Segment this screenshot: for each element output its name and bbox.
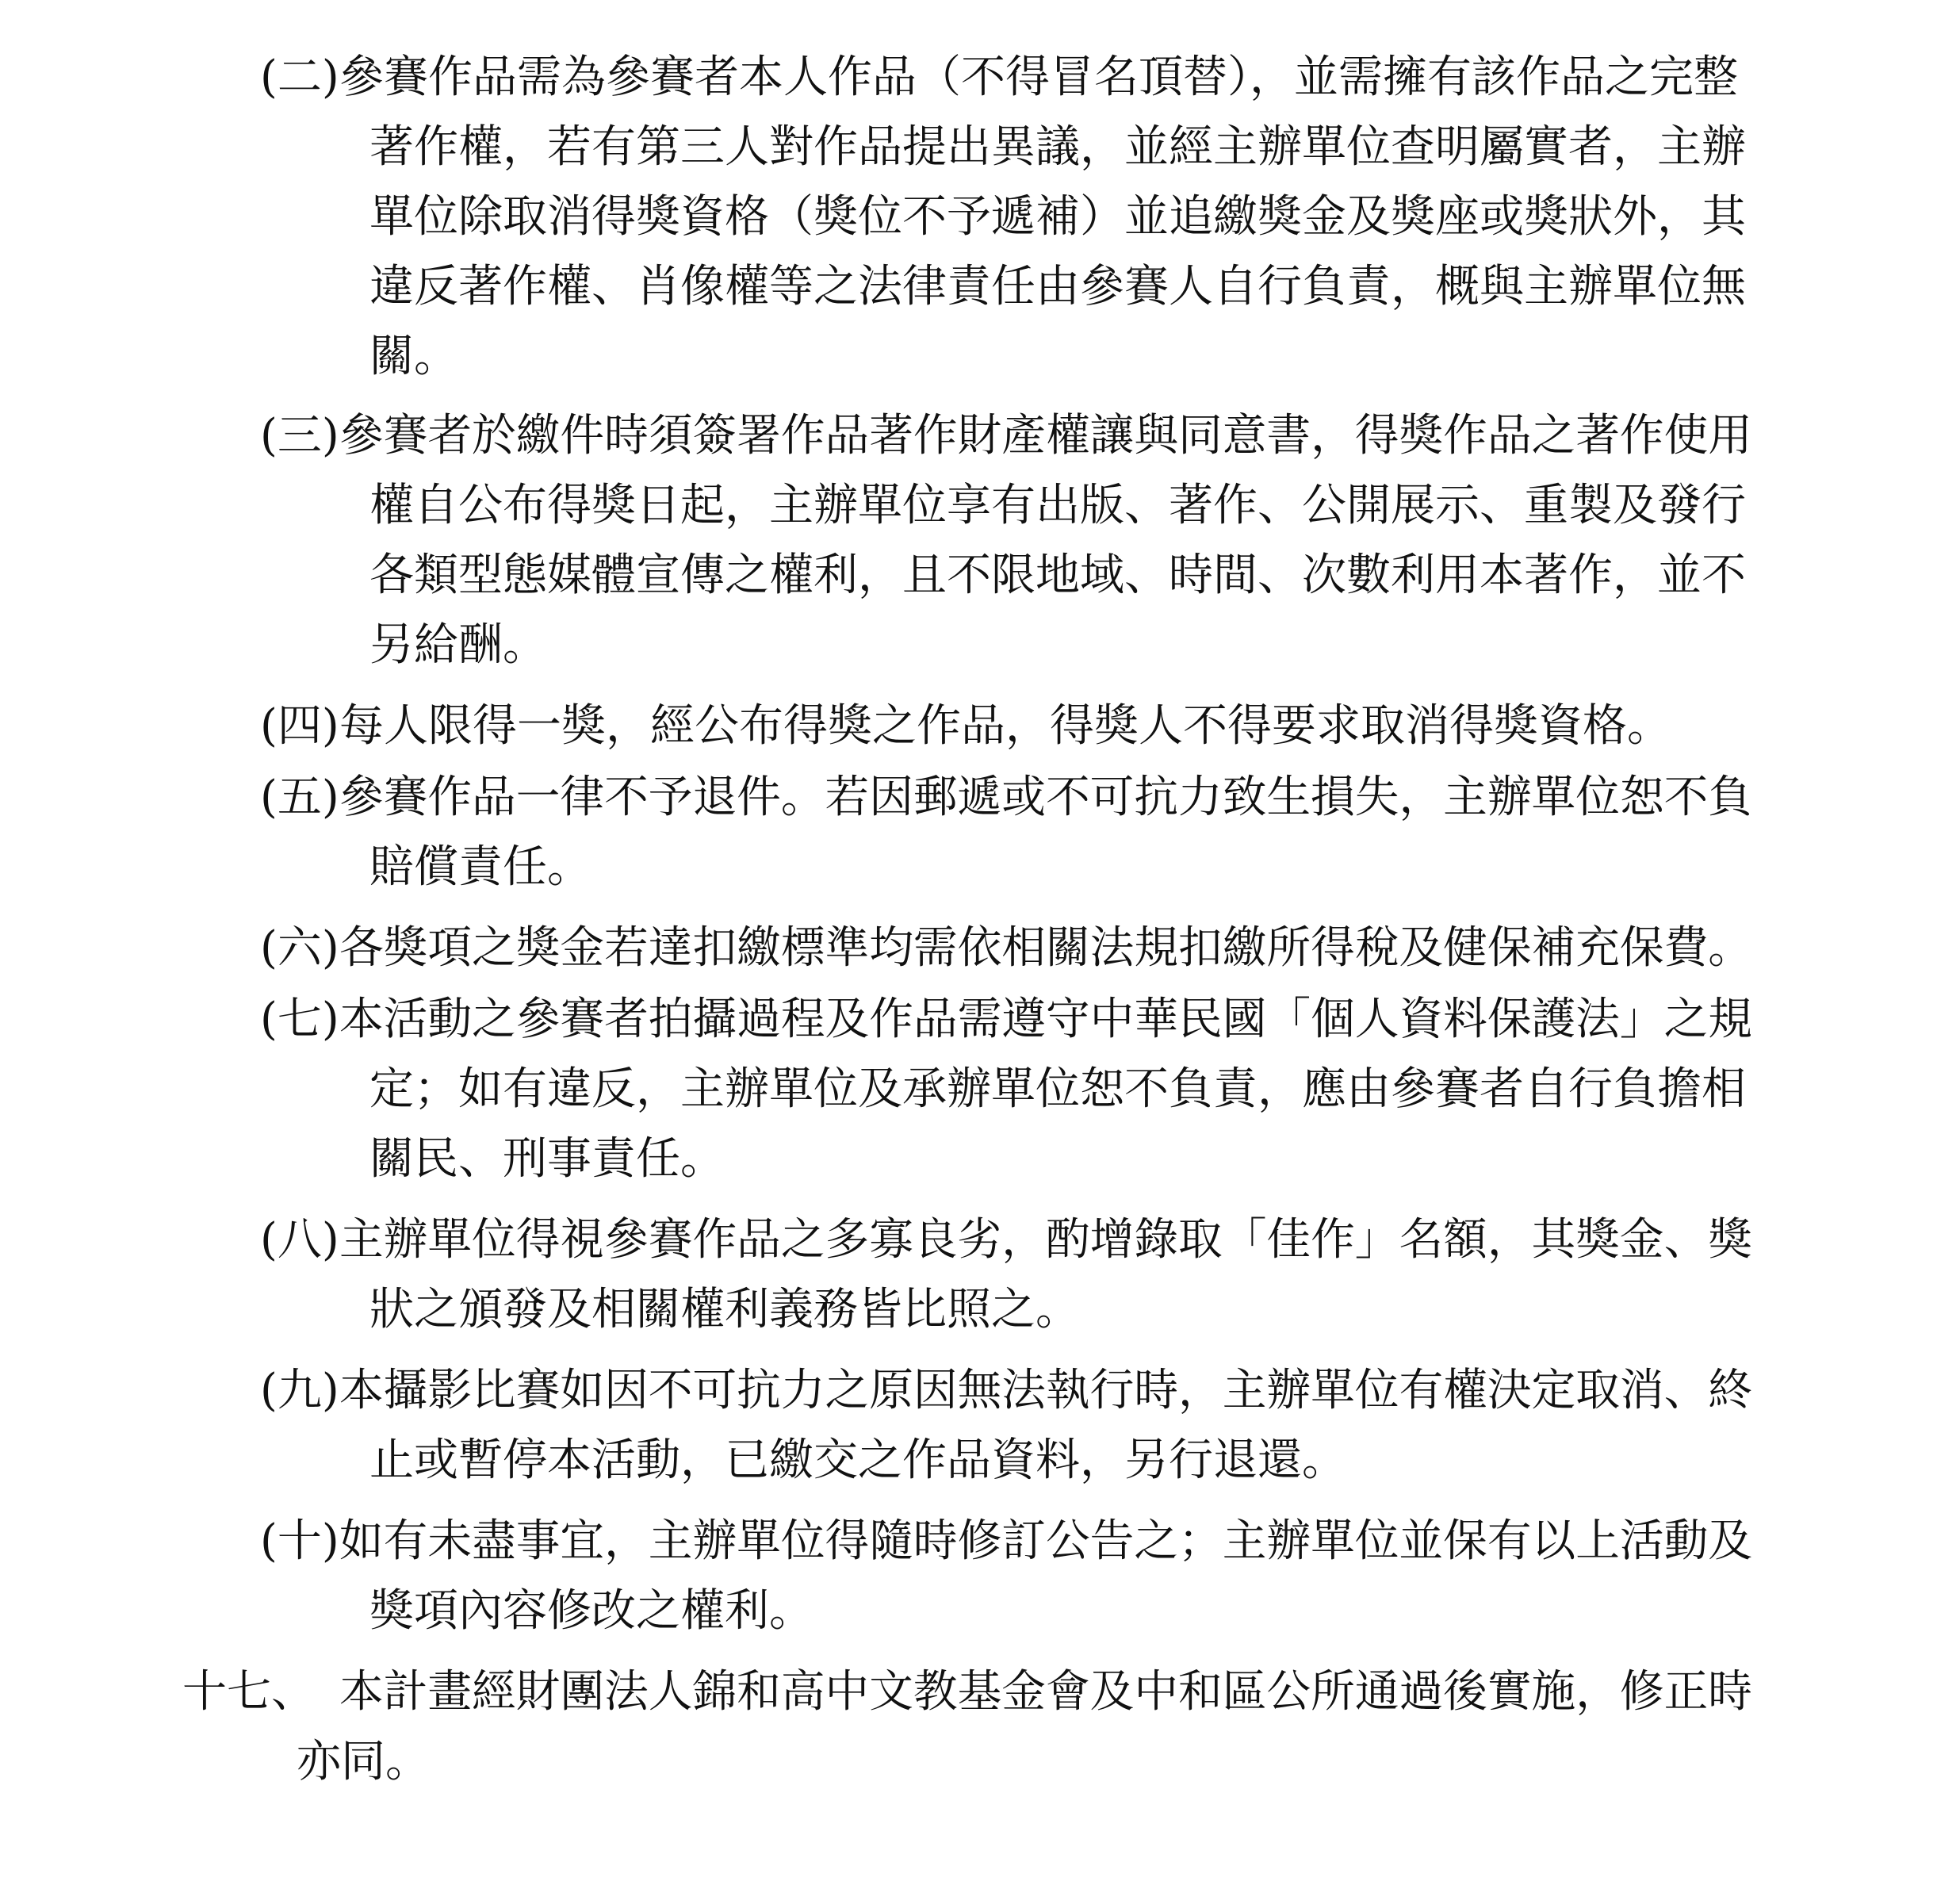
clause-label: (五) [260, 772, 339, 823]
clause-line: 止或暫停本活動，已繳交之作品資料，另行退還。 [369, 1435, 1346, 1486]
clause-line: 如有未盡事宜，主辦單位得隨時修訂公告之；主辦單位並保有以上活動及 [339, 1515, 1752, 1567]
clause-line: 每人限得一獎，經公布得獎之作品，得獎人不得要求取消得獎資格。 [339, 700, 1671, 752]
clause-line: 參賽作品需為參賽者本人作品（不得冒名頂替），並需擁有該作品之完整 [339, 52, 1738, 103]
clause-line: 參賽作品一律不予退件。若因郵遞或不可抗力致生損失，主辦單位恕不負 [339, 772, 1752, 823]
clause-line: 定；如有違反，主辦單位及承辦單位恕不負責，應由參賽者自行負擔相 [369, 1063, 1746, 1115]
clause-line: 另給酬。 [369, 619, 547, 671]
clause-line: 違反著作權、肖像權等之法律責任由參賽人自行負責，概與主辦單位無 [369, 261, 1746, 312]
section-line: 亦同。 [297, 1736, 430, 1787]
clause-line: 著作權，若有第三人對作品提出異議，並經主辦單位查明屬實者，主辦 [369, 121, 1746, 173]
clause-line: 獎項內容修改之權利。 [369, 1585, 813, 1637]
clause-label: (七) [260, 994, 339, 1045]
clause-line: 本活動之參賽者拍攝過程及作品需遵守中華民國「個人資料保護法」之規 [339, 994, 1752, 1045]
clause-line: 狀之頒發及相關權利義務皆比照之。 [369, 1284, 1080, 1335]
clause-label: (八) [260, 1214, 339, 1266]
clause-label: (三) [260, 410, 339, 462]
clause-line: 關民、刑事責任。 [369, 1133, 725, 1185]
clause-line: 參賽者於繳件時須簽署作品著作財產權讓與同意書，得獎作品之著作使用 [339, 410, 1752, 462]
clause-label: (六) [260, 922, 339, 974]
clause-line: 各獎項之獎金若達扣繳標準均需依相關法規扣繳所得稅及健保補充保費。 [339, 922, 1752, 974]
clause-line: 主辦單位得視參賽作品之多寡良劣，酌增錄取「佳作」名額，其獎金、獎 [339, 1214, 1752, 1266]
clause-label: (二) [260, 52, 339, 103]
clause-label: (九) [260, 1365, 339, 1416]
clause-line: 賠償責任。 [369, 841, 591, 893]
clause-label: (十) [260, 1515, 339, 1567]
clause-label: (四) [260, 700, 339, 752]
clause-line: 關。 [369, 331, 458, 382]
clause-line: 本攝影比賽如因不可抗力之原因無法執行時，主辦單位有權決定取消、終 [339, 1365, 1752, 1416]
clause-line: 單位除取消得獎資格（獎位不予遞補）並追繳獎金及獎座或獎狀外，其 [369, 191, 1746, 243]
section-label: 十七、 [182, 1666, 316, 1718]
clause-line: 權自公布得獎日起，主辦單位享有出版、著作、公開展示、重製及發行 [369, 480, 1746, 531]
clause-line: 各類型態媒體宣傳之權利，且不限地域、時間、次數利用本著作，並不 [369, 550, 1746, 601]
section-line: 本計畫經財團法人錦和高中文教基金會及中和區公所通過後實施，修正時 [339, 1666, 1752, 1718]
